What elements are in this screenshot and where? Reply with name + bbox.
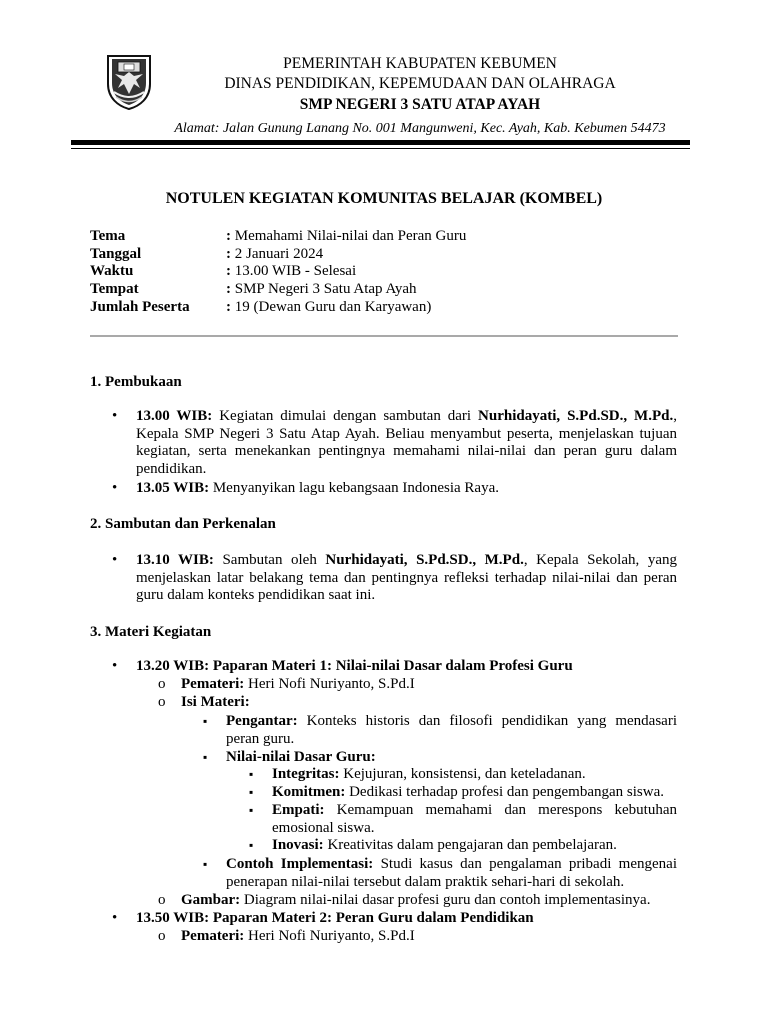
letterhead-rule-thick xyxy=(71,140,690,145)
meta-label: Tempat xyxy=(90,281,139,298)
letterhead-rule-thin xyxy=(71,148,690,149)
kebumen-emblem-icon xyxy=(104,54,154,110)
meta-label: Waktu xyxy=(90,263,134,280)
meta-row-tanggal xyxy=(90,246,466,264)
list-item: Inovasi: Kreativitas dalam pengajaran dan pembelajaran. xyxy=(272,837,617,853)
list-item: 13.20 WIB: Paparan Materi 1: Nilai-nilai Dasar dalam Profesi Guru xyxy=(136,658,573,674)
bullet-square-icon: ▪ xyxy=(203,750,208,764)
bullet-disc-icon: • xyxy=(112,910,118,926)
list-item: Gambar: Diagram nilai-nilai dasar profesi guru dan contoh implementasinya. xyxy=(181,892,651,908)
document-title: NOTULEN KEGIATAN KOMUNITAS BELAJAR (KOMBEL) xyxy=(165,190,603,207)
list-item: Komitmen: Dedikasi terhadap profesi dan pengembangan siswa. xyxy=(272,784,664,800)
bullet-square-icon: ▪ xyxy=(203,714,208,728)
bullet-circle-icon: o xyxy=(158,892,166,908)
bullet-square-icon: ▪ xyxy=(249,803,254,817)
section-heading-sambutan: 2. Sambutan dan Perkenalan xyxy=(90,516,276,532)
meta-value: : 13.00 WIB - Selesai xyxy=(226,263,357,280)
meta-row-jumlah-peserta xyxy=(90,299,466,317)
meta-label: Jumlah Peserta xyxy=(90,298,190,315)
list-item: Pemateri: Heri Nofi Nuriyanto, S.Pd.I xyxy=(181,928,415,944)
letterhead-government: PEMERINTAH KABUPATEN KEBUMEN xyxy=(283,55,557,72)
list-item: 13.50 WIB: Paparan Materi 2: Peran Guru dalam Pendidikan xyxy=(136,910,534,926)
section-heading-materi: 3. Materi Kegiatan xyxy=(90,624,212,640)
bullet-disc-icon: • xyxy=(112,480,118,496)
list-item: Contoh Implementasi: Studi kasus dan pengalaman pribadi mengenai penerapan nilai-nilai tersebut dalam praktik sehari-hari di sekolah. xyxy=(226,856,677,890)
letterhead-department: DINAS PENDIDIKAN, KEPEMUDAAN DAN OLAHRAGA xyxy=(224,75,616,92)
meta-label: Tanggal xyxy=(90,245,142,262)
horizontal-divider xyxy=(90,335,678,337)
meta-row-waktu xyxy=(90,263,466,281)
bullet-disc-icon: • xyxy=(112,658,118,674)
bullet-disc-icon: • xyxy=(112,552,118,568)
letterhead-school: SMP NEGERI 3 SATU ATAP AYAH xyxy=(299,96,541,113)
list-item: Isi Materi: xyxy=(181,694,250,710)
letterhead xyxy=(160,54,680,139)
bullet-circle-icon: o xyxy=(158,928,166,944)
meta-value: : 2 Januari 2024 xyxy=(226,245,324,262)
bullet-disc-icon: • xyxy=(112,408,118,424)
bullet-square-icon: ▪ xyxy=(249,767,254,781)
meta-value: : Memahami Nilai-nilai dan Peran Guru xyxy=(226,228,467,244)
bullet-circle-icon: o xyxy=(158,676,166,692)
list-item: Nilai-nilai Dasar Guru: xyxy=(226,749,376,765)
bullet-circle-icon: o xyxy=(158,694,166,710)
bullet-square-icon: ▪ xyxy=(249,785,254,799)
meta-row-tempat xyxy=(90,281,466,299)
meta-value: : 19 (Dewan Guru dan Karyawan) xyxy=(226,298,432,315)
meeting-info-table xyxy=(90,228,466,317)
letterhead-address: Alamat: Jalan Gunung Lanang No. 001 Mangunweni, Kec. Ayah, Kab. Kebumen 54473 xyxy=(174,121,666,136)
list-item: Integritas: Kejujuran, konsistensi, dan keteladanan. xyxy=(272,766,586,782)
bullet-square-icon: ▪ xyxy=(203,857,208,871)
list-item: 13.10 WIB: Sambutan oleh Nurhidayati, S.Pd.SD., M.Pd., Kepala Sekolah, yang menjelaskan latar belakang tema dan pentingnya refleksi terhadap nilai-nilai dan peran guru dalam konteks pendidikan saat ini. xyxy=(136,552,677,604)
list-item: 13.00 WIB: Kegiatan dimulai dengan sambutan dari Nurhidayati, S.Pd.SD., M.Pd., Kepala SMP Negeri 3 Satu Atap Ayah. Beliau menyambut peserta, menjelaskan tujuan kegiatan, serta menekankan pentingnya memahami nilai-nilai dan peran guru dalam pendidikan. xyxy=(136,408,677,478)
list-item: Empati: Kemampuan memahami dan merespons kebutuhan emosional siswa. xyxy=(272,802,677,836)
list-item: Pemateri: Heri Nofi Nuriyanto, S.Pd.I xyxy=(181,676,415,692)
bullet-square-icon: ▪ xyxy=(249,838,254,852)
meta-row-tema xyxy=(90,228,466,246)
meta-label: Tema xyxy=(90,228,126,244)
list-item: Pengantar: Konteks historis dan filosofi pendidikan yang mendasari peran guru. xyxy=(226,713,677,747)
meta-value: : SMP Negeri 3 Satu Atap Ayah xyxy=(226,281,417,298)
list-item: 13.05 WIB: Menyanyikan lagu kebangsaan Indonesia Raya. xyxy=(136,480,499,496)
section-heading-pembukaan: 1. Pembukaan xyxy=(90,374,182,390)
